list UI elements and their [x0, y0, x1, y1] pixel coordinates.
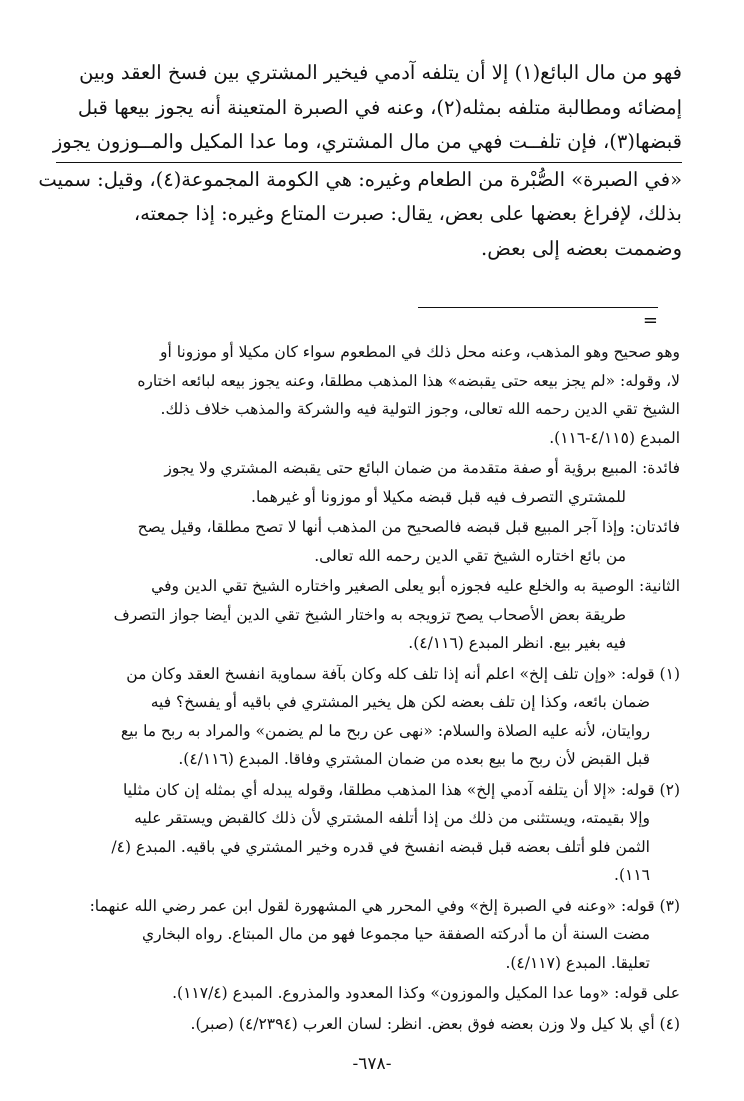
- main-text: [38, 56, 682, 266]
- footnote-line: روايتان، لأنه عليه الصلاة والسلام: «نهى عن ربح ما لم يضمن» والمراد به ربح ما بيع: [120, 721, 650, 740]
- footnote-line: من بائع اختاره الشيخ تقي الدين رحمه الله تعالى.: [314, 546, 626, 565]
- footnote-line: للمشتري التصرف فيه قبل قبضه مكيلا أو موزونا أو غيرهما.: [251, 487, 626, 506]
- footnote-line: على قوله: «وما عدا المكيل والموزون» وكذا المعدود والمذروع. المبدع (١١٧/٤).: [172, 984, 680, 1002]
- footnote-line: ١١٦).: [614, 866, 650, 884]
- footnote-second: [58, 572, 680, 658]
- footnote-4: [58, 1010, 680, 1039]
- footnote-1: [58, 660, 680, 774]
- footnote-line: قبل القبض لأن ربح ما بيع بعده من ضمان المشتري وفاقا. المبدع (٤/١١٦).: [178, 750, 650, 768]
- footnote-divider: [418, 307, 658, 308]
- main-line-2: إمضائه ومطالبة متلفه بمثله(٢)، وعنه في الصبرة المتعينة أنه يجوز بيعها قبل: [77, 95, 682, 119]
- footnote-line: (٣) قوله: «وعنه في الصبرة إلخ» وفي المحرر هي المشهورة لقول ابن عمر رضي الله عنهما:: [89, 896, 680, 915]
- main-line-6: وضممت بعضه إلى بعض.: [481, 236, 682, 260]
- footnote-line: (١) قوله: «وإن تلف إلخ» اعلم أنه إذا تلف كله وكان بآفة سماوية انفسخ العقد وكان من: [126, 664, 680, 683]
- page-number: -٦٧٨-: [352, 1054, 392, 1074]
- footnote-continuation: [58, 338, 680, 452]
- main-line-3: قبضها(٣)، فإن تلفــت فهي من مال المشتري، وما عدا المكيل والمــوزون يجوز: [56, 125, 682, 163]
- footnote-line: وهو صحيح وهو المذهب، وعنه محل ذلك في المطعوم سواء كان مكيلا أو موزونا أو: [159, 343, 680, 361]
- footnote-line: تعليقا. المبدع (٤/١١٧).: [505, 953, 650, 972]
- footnote-line: طريقة بعض الأصحاب يصح تزويجه به واختار الشيخ تقي الدين أيضا جواز التصرف: [113, 605, 626, 624]
- main-line-5: بذلك، لإفراغ بعضها على بعض، يقال: صبرت المتاع وغيره: إذا جمعته،: [133, 202, 682, 225]
- footnote-line: الثمن فلو أتلف بعضه قبل قبضه انفسخ في قدره وخير المشتري في باقيه. المبدع (٤/: [111, 837, 650, 856]
- footnote-line: فائدة: المبيع برؤية أو صفة متقدمة من ضمان البائع حتى يقبضه المشتري ولا يجوز: [164, 459, 680, 477]
- footnote-line: (٢) قوله: «إلا أن يتلفه آدمي إلخ» هذا المذهب مطلقا، وقوله يبدله أي بمثله إن كان مثليا: [123, 780, 680, 799]
- footnote-2: [58, 776, 680, 890]
- footnote-addendum: [58, 979, 680, 1008]
- footnote-line: ضمان بائعه، وكذا إن تلف بعضه لكن هل يخير المشتري في باقيه أو يفسخ؟ فيه: [150, 693, 650, 711]
- continuation-mark: =: [642, 310, 658, 331]
- footnote-line: فائدتان: وإذا آجر المبيع قبل قبضه فالصحيح من المذهب أنها لا تصح مطلقا، وقيل يصح: [137, 518, 680, 536]
- footnote-faida: [58, 454, 680, 511]
- footnote-line: فيه بغير بيع. انظر المبدع (٤/١١٦).: [408, 634, 626, 652]
- footnote-3: [58, 892, 680, 978]
- footnote-line: (٤) أي بلا كيل ولا وزن بعضه فوق بعض. انظر: لسان العرب (٤/٢٣٩٤) (صبر).: [190, 1014, 680, 1033]
- footnote-line: المبدع (٤/١١٥-١١٦).: [549, 428, 680, 447]
- footnote-faidatan: [58, 513, 680, 570]
- footnote-line: مضت السنة أن ما أدركته الصفقة حيا مجموعا فهو من مال المبتاع. رواه البخاري: [142, 925, 650, 943]
- footnote-line: الثانية: الوصية به والخلع عليه فجوزه أبو يعلى الصغير واختاره الشيخ تقي الدين وفي: [151, 577, 680, 595]
- main-line-4: «في الصبرة» الصُّبْرة من الطعام وغيره: هي الكومة المجموعة(٤)، وقيل: سميت: [38, 167, 682, 191]
- footnote-line: الشيخ تقي الدين رحمه الله تعالى، وجوز التولية فيه والشركة والمذهب خلاف ذلك.: [160, 400, 680, 418]
- footnote-line: لا، وقوله: «لم يجز بيعه حتى يقبضه» هذا المذهب مطلقا، وعنه يجوز بيعه لبائعه اختاره: [137, 371, 680, 390]
- footnotes: [58, 338, 680, 1040]
- footnote-line: وإلا بقيمته، ويستثنى من ذلك من إذا أتلفه المشتري لأن ذلك كالقبض ويستقر عليه: [134, 809, 650, 827]
- main-line-1: فهو من مال البائع(١) إلا أن يتلفه آدمي فيخير المشتري بين فسخ العقد وبين: [79, 61, 682, 84]
